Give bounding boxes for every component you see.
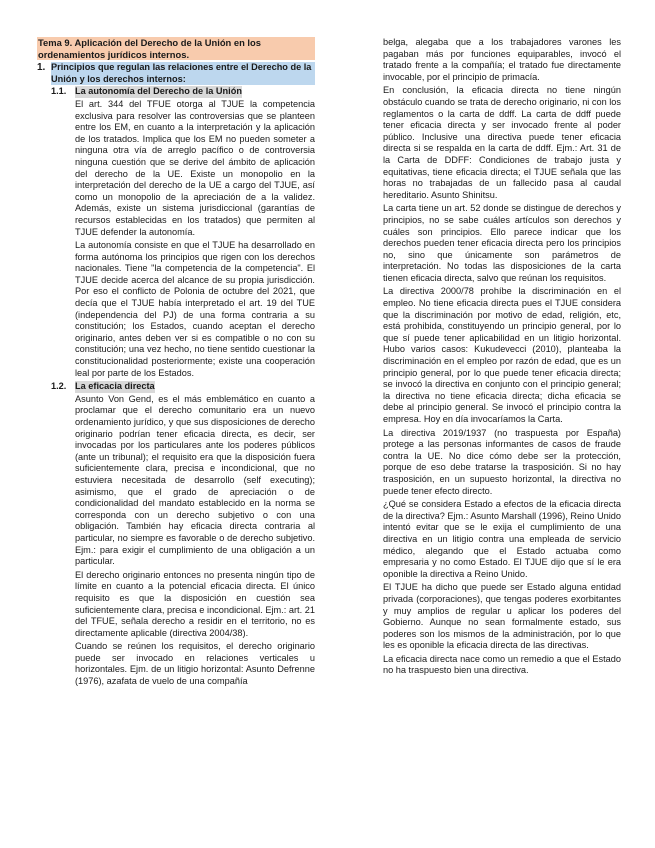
paragraph: La carta tiene un art. 52 donde se distingue de derechos y principios, no se sabe cuáles artículos son derechos y cuáles son principios. Ello parece indicar que los derechos pueden tener eficacia directa pero los principios no, sino que únicamente son parámetros de interpretación. No todas las disposiciones de la carta tienen eficacia directa, salvo que reúnan los requisitos. <box>383 203 621 283</box>
subsection-1-1-title: La autonomía del Derecho de la Unión <box>75 86 242 97</box>
paragraph: La autonomía consiste en que el TJUE ha desarrollado en forma autónoma los principios que rigen con los derechos nacionales. Tiene "la competencia de la competencia". El TJUE decide acerca del alcance de su propia jurisdicción. Por eso el conflicto de Polonia de octubre del 2021, que decía que el TJUE había interpretado el art. 19 del TUE (independencia del PJ) de una forma contraria a su constitución; los Estados, cuando aceptan el derecho originario, antes deben ver si es compatible o no con su constitución; una vez hecho, no tiene sentido cuestionar la constitucionalidad posteriormente; existe una cooperación leal por parte de los Estados. <box>75 240 315 378</box>
paragraph: La directiva 2019/1937 (no traspuesta por España) protege a las personas informantes de casos de fraude contra la UE. No dice cómo debe ser la protección, porque de eso debe tratarse la trasposición. Si no hay trasposición, en un supuesto horizontal, la directiva no puede tener efecto directo. <box>383 427 621 496</box>
paragraph: La eficacia directa nace como un remedio a que el Estado no ha traspuesto bien una directiva. <box>383 653 621 676</box>
paragraph: ¿Qué se considera Estado a efectos de la eficacia directa de la directiva? Ejm.: Asunto Marshall (1996), Reino Unido intentó evitar que se le exija el cumplimiento de una directiva en un litigio contra una empleada de servicio médico, alegando que el Estado actuaba como empresaria y no como Estado. El TJUE dijo que sí le era oponible la directiva a Reino Unido. <box>383 499 621 579</box>
paragraph: Asunto Von Gend, es el más emblemático en cuanto a proclamar que el derecho comunitario era un nuevo ordenamiento jurídico, y que sus disposiciones de derecho originario podrían tener eficacia directa, es decir, ser invocadas por los particulares ante los poderes públicos (ante un tribunal); el requisito era que la disposición fuera suficientemente clara, precisa e incondicional, que no estuviera necesitada de desarrollo (self executing); asimismo, que el grado de apreciación o de condicionalidad del mandato establecido en la norma se corresponda con un derecho subjetivo o con una obligación. También hay eficacia directa contraria al particular, no siempre es favorable o de derecho subjetivo. Ejm.: para exigir el cumplimiento de una obligación a un particular. <box>75 393 315 567</box>
paragraph: El TJUE ha dicho que puede ser Estado alguna entidad privada (corporaciones), que tengas poderes exorbitantes y muy amplios de regular u aplicar los poderes del Gobierno. Aunque no sean formalmente estado, sus poderes son los mismos de la administración, por lo que les es oponible la eficacia directa de las directivas. <box>383 582 621 651</box>
section-1-title: Principios que regulan las relaciones entre el Derecho de la Unión y los derechos internos: <box>51 62 315 85</box>
subsection-1-2-number: 1.2. <box>51 381 67 392</box>
paragraph: belga, alegaba que a los trabajadores varones les pagaban más por funciones equiparables, invocó el tratado frente a la compañía; el tratado fue directamente invocable, por el principio de primacía. <box>383 37 621 82</box>
paragraph: La directiva 2000/78 prohíbe la discriminación en el empleo. No tiene eficacia directa pues el TJUE considera que la discriminación por motivo de edad, religión, etc, está prohibida, constituyendo un principio general, por lo que sí puede tener aplicabilidad en un litigio horizontal. Hubo varios casos: Kukudevecci (2010), planteaba la discriminación en el empleo por razón de edad, que es un principio general, por lo que puede tener eficacia directa; se invocó la directiva en conjunto con el principio general; la directiva no tiene eficacia directa; dicha eficacia se debe al principio general. Se invocó el principio contra la empresa. Hoy en día invocaríamos la Carta. <box>383 286 621 424</box>
left-column <box>37 37 315 690</box>
paragraph: El art. 344 del TFUE otorga al TJUE la competencia exclusiva para resolver las controversias que se planteen entre los EM, en cuanto a la interpretación y la aplicación de los tratados. Implica que los EM no pueden someter a ninguna otra vía de arreglo pacífico o de controversia ninguna cuestión que se derive del ámbito de aplicación del derecho de la UE. Existe un monopolio en la interpretación del derecho de la UE a cargo del TJUE, así como un monopolio de la apreciación de a la validez. Además, existe un sistema jurisdiccional (garantías de recursos establecidas en los tratados) que permiten al TJUE defender la autonomía. <box>75 98 315 237</box>
right-column <box>383 37 621 679</box>
doc-title: Tema 9. Aplicación del Derecho de la Unión en los ordenamientos jurídicos internos. <box>37 37 315 60</box>
paragraph: Cuando se reúnen los requisitos, el derecho originario puede ser invocado en relaciones verticales u horizontales. Ejm. de un litigio horizontal: Asunto Defrenne (1976), azafata de vuelo de una compañía <box>75 641 315 687</box>
subsection-1-1-heading <box>51 86 315 98</box>
subsection-1-2-title: La eficacia directa <box>75 381 155 392</box>
paragraph: En conclusión, la eficacia directa no tiene ningún obstáculo cuando se trata de derecho originario, ni con los reglamentos o la carta de ddff. La carta de ddff puede tener eficacia directa y ser invocado frente al poder público. Inclusive una directiva puede tener eficacia directa si se respalda en la carta de ddff. Ejm.: Art. 31 de la Carta de DDFF: Condiciones de trabajo justa y equitativas, tiene eficacia directa; el TJUE señala que las horas no trabajadas de un fallecido pasa al caudal hereditario. Asunto Shinitsu. <box>383 85 622 200</box>
section-1-number: 1. <box>37 62 46 74</box>
subsection-1-2-heading <box>51 381 315 393</box>
subsection-1-1-number: 1.1. <box>51 86 67 97</box>
section-1-heading <box>37 62 315 85</box>
paragraph: El derecho originario entonces no presenta ningún tipo de límite en cuanto a la potencial eficacia directa. El único requisito es que la disposición en cuestión sea suficientemente clara, precisa e incondicional. Ejm.: art. 21 del TFUE, señala derecho a residir en el territorio, no es directamente aplicable (directiva 2004/38). <box>75 569 315 638</box>
